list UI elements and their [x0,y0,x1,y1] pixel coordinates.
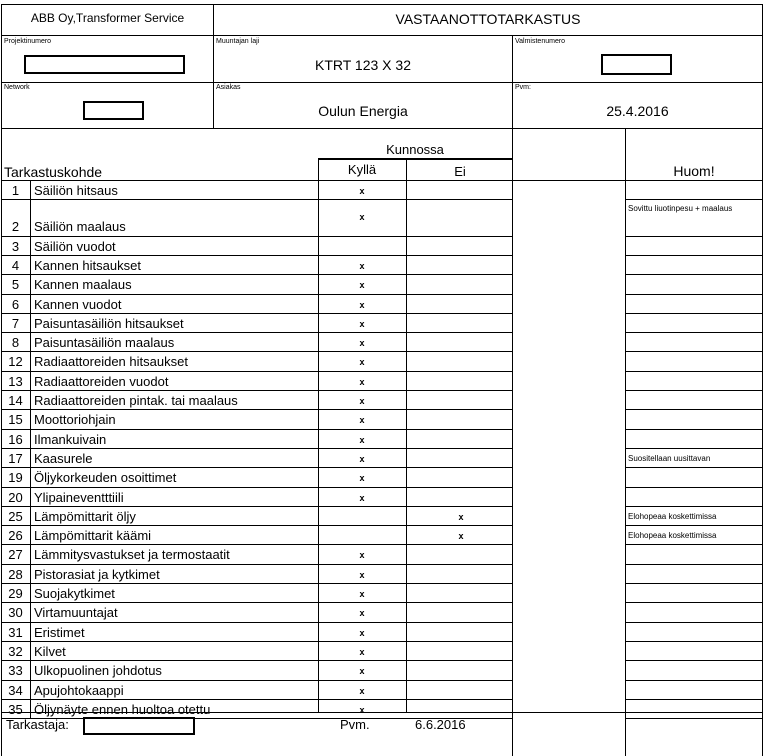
row-number-divider [30,623,31,642]
kylla-mark: x [359,212,365,223]
kylla-mark: x [359,569,365,580]
row-number-divider [30,661,31,680]
border-header-3 [1,128,763,129]
row-number: 26 [8,528,23,544]
col-line-ei [406,158,407,712]
row-label: Suojakytkimet [34,586,115,601]
border-header-1 [1,35,763,36]
row-number-divider [30,410,31,429]
asiakas-label: Asiakas [216,84,241,91]
row-label: Kannen hitsaukset [34,257,141,273]
row-number-divider [30,275,31,294]
kylla-mark: x [359,357,365,368]
kylla-mark: x [359,453,365,464]
row-number-divider [30,256,31,275]
row-number: 30 [8,605,23,621]
kylla-mark: x [359,415,365,426]
border-top [1,4,763,5]
kylla-mark: x [359,704,365,715]
row-number: 32 [8,643,23,659]
row-label: Radiaattoreiden vuodot [34,373,169,389]
kylla-mark: x [359,280,365,291]
row-number: 19 [8,470,23,486]
row-number-divider [30,449,31,468]
kylla-mark: x [359,685,365,696]
kylla-mark: x [359,666,365,677]
kylla-mark: x [359,627,365,638]
huom-row-separator [625,429,763,430]
row-label: Radiaattoreiden pintak. tai maalaus [34,393,238,408]
row-label: Apujohtokaappi [34,682,124,698]
row-number-divider [30,681,31,700]
asiakas-value: Oulun Energia [318,103,408,119]
huom-note: Elohopeaa koskettimissa [628,531,717,541]
huom-row-separator [625,332,763,333]
huom-row-separator [625,680,763,681]
huom-row-separator [625,448,763,449]
huom-row-separator [625,467,763,468]
row-number: 16 [8,431,23,447]
row-number: 27 [8,547,23,563]
row-label: Ulkopuolinen johdotus [34,663,162,679]
col-line-blank [512,128,513,756]
kylla-mark: x [359,338,365,349]
ei-mark: x [458,531,464,542]
row-label: Säiliön hitsaus [34,183,118,198]
document-title: VASTAANOTTOTARKASTUS [395,11,581,27]
muuntajan-laji-label: Muuntajan laji [216,38,260,45]
row-label: Säiliön maalaus [34,219,126,235]
huom-header: Huom! [673,163,715,179]
huom-row-separator [625,294,763,295]
huom-row-separator [625,255,763,256]
row-label: Säiliön vuodot [34,238,116,254]
row-number: 5 [11,277,20,293]
row-number: 4 [11,257,20,273]
huom-row-separator [625,313,763,314]
row-number: 15 [8,412,23,428]
huom-row-separator [625,390,763,391]
row-number: 14 [8,393,23,408]
row-number-divider [30,391,31,410]
row-label: Ylipaineventttiili [34,489,124,505]
row-label: Paisuntasäiliön hitsaukset [34,315,184,331]
row-label: Kannen vuodot [34,296,122,312]
row-number-divider [30,565,31,584]
row-number-divider [30,642,31,661]
kunnossa-header: Kunnossa [386,142,444,157]
huom-row-separator [625,506,763,507]
huom-row-separator [625,371,763,372]
kylla-mark: x [359,589,365,599]
huom-note: Suositellaan uusittavan [628,453,711,463]
row-number-divider [30,181,31,200]
row-number: 13 [8,373,23,389]
row-number-divider [30,200,31,236]
kylla-mark: x [359,434,365,445]
row-number-divider [30,295,31,314]
kylla-mark: x [359,376,365,387]
tarkastaja-redacted [83,717,195,735]
row-number: 20 [8,489,23,505]
row-number: 6 [11,296,20,312]
row-label: Lämmitysvastukset ja termostaatit [34,547,230,563]
row-separator [1,641,513,642]
huom-row-separator [625,236,763,237]
huom-row-separator [625,622,763,623]
row-number: 33 [8,663,23,679]
huom-row-separator [625,660,763,661]
row-number-divider [30,584,31,603]
huom-row-separator [625,602,763,603]
row-number: 35 [8,701,23,717]
huom-row-separator [625,351,763,352]
pvm-value: 25.4.2016 [606,103,669,119]
col-line-kylla [318,158,319,712]
row-label: Lämpömittarit öljy [34,508,136,524]
huom-row-separator [625,641,763,642]
row-number-divider [30,237,31,256]
kylla-mark: x [359,646,365,657]
company-name: ABB Oy,Transformer Service [30,11,185,25]
row-number: 8 [11,335,20,351]
kylla-mark: x [359,492,365,503]
kunnossa-underline [318,158,512,160]
kylla-mark: x [359,473,365,484]
kylla-mark: x [359,608,365,619]
border-header-2 [1,82,763,83]
row-label: Ilmankuivain [34,431,107,447]
valmistenumero-label: Valmistenumero [515,38,566,45]
projektinumero-label: Projektinumero [4,38,52,45]
huom-row-separator [625,199,763,200]
row-number: 2 [11,219,20,235]
row-number: 1 [11,183,20,198]
footer-top-line [1,712,763,713]
network-redacted [83,101,144,120]
row-number: 34 [8,682,23,698]
row-number-divider [30,372,31,391]
kylla-mark: x [359,550,365,561]
huom-row-separator [625,718,763,719]
col-line-huom [625,128,626,756]
row-number: 12 [8,354,23,370]
huom-row-separator [625,583,763,584]
row-label: Paisuntasäiliön maalaus [34,335,175,351]
huom-note: Elohopeaa koskettimissa [628,511,717,521]
row-label: Kaasurele [34,450,93,466]
row-number-divider [30,468,31,487]
row-number-divider [30,545,31,564]
row-number-divider [30,488,31,507]
kylla-mark: x [359,299,365,310]
muuntajan-laji-value: KTRT 123 X 32 [315,57,411,73]
footer-pvm-value: 6.6.2016 [415,717,466,732]
row-number: 28 [8,566,23,582]
huom-row-separator [625,487,763,488]
row-number: 31 [8,624,23,640]
kylla-mark: x [359,318,365,329]
row-label: Eristimet [34,624,85,640]
row-number-divider [30,430,31,449]
row-number-divider [30,507,31,526]
kylla-mark: x [359,260,365,271]
row-number-divider [30,333,31,352]
tarkastuskohde-header: Tarkastuskohde [4,164,103,180]
kylla-mark: x [359,396,365,406]
row-label: Pistorasiat ja kytkimet [34,566,160,582]
ei-mark: x [458,511,464,522]
row-label: Öljynäyte ennen huoltoa otettu [34,701,211,717]
row-number: 17 [8,450,23,466]
valmistenumero-redacted [601,54,672,75]
ei-header: Ei [454,164,466,179]
projektinumero-redacted [24,55,185,74]
kylla-header: Kyllä [347,162,377,177]
row-label: Lämpömittarit käämi [34,528,152,544]
row-number-divider [30,314,31,333]
row-label: Virtamuuntajat [34,605,118,621]
row-label: Öljykorkeuden osoittimet [34,470,177,486]
row-number: 29 [8,586,23,601]
row-number: 25 [8,508,23,524]
huom-row-separator [625,544,763,545]
row-label: Radiaattoreiden hitsaukset [34,354,188,370]
kylla-mark: x [359,186,365,196]
row-label: Moottoriohjain [34,412,116,428]
pvm-label: Pvm: [515,84,531,91]
row-number-divider [30,526,31,545]
border-right [762,4,763,756]
huom-row-separator [625,564,763,565]
huom-row-separator [625,409,763,410]
row-label: Kilvet [34,643,66,659]
huom-row-separator [625,274,763,275]
footer-pvm-label: Pvm. [340,717,370,732]
network-label: Network [4,84,30,91]
row-number: 3 [11,238,20,254]
row-number-divider [30,352,31,371]
huom-row-separator [625,699,763,700]
row-number: 7 [11,315,20,331]
row-separator [1,199,513,200]
row-label: Kannen maalaus [34,277,132,293]
huom-row-separator [625,525,763,526]
row-number-divider [30,603,31,622]
huom-note: Sovittu liuotinpesu + maalaus [628,204,733,214]
tarkastaja-label: Tarkastaja: [6,717,69,732]
